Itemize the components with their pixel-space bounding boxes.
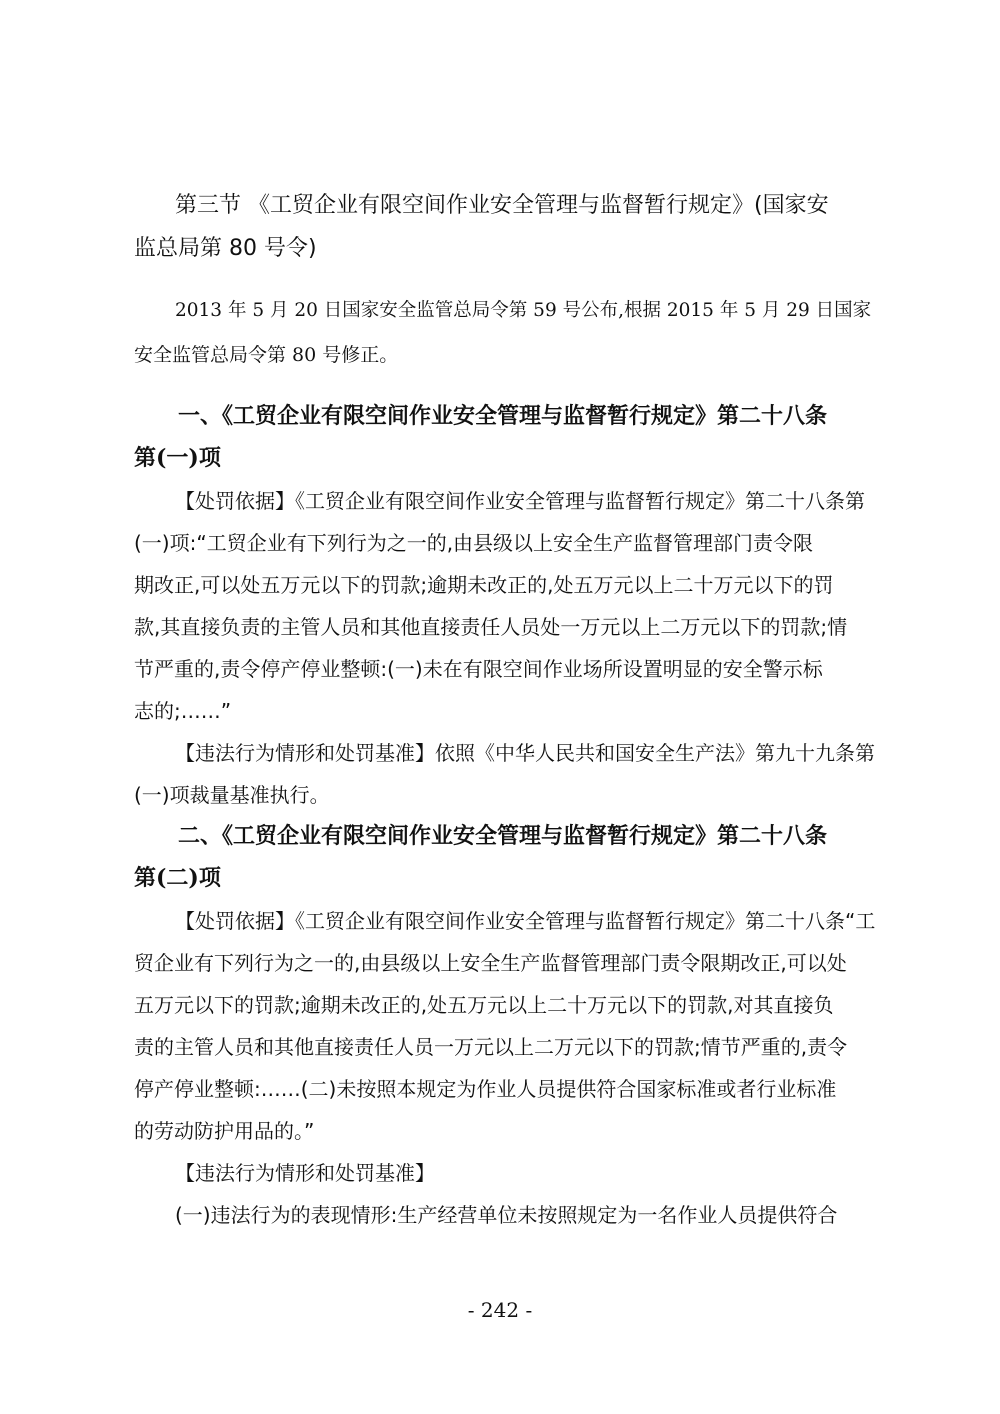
item1-standard-line: (一)项裁量基准执行。 bbox=[134, 783, 330, 807]
item1-basis-line: 【处罚依据】《工贸企业有限空间作业安全管理与监督暂行规定》第二十八条第 bbox=[175, 489, 865, 513]
item1-basis-line: 期改正,可以处五万元以下的罚款;逾期未改正的,处五万元以上二十万元以下的罚 bbox=[134, 573, 834, 597]
page-number: - 242 - bbox=[467, 1298, 533, 1322]
item1-standard-line: 【违法行为情形和处罚基准】依照《中华人民共和国安全生产法》第九十九条第 bbox=[175, 741, 875, 765]
item1-basis-line: 志的;……” bbox=[134, 699, 232, 723]
intro-line1: 2013 年 5 月 20 日国家安全监管总局令第 59 号公布,根据 2015 年 5 月 29 日国家 bbox=[175, 300, 872, 321]
item1-heading-line1: 一、《工贸企业有限空间作业安全管理与监督暂行规定》第二十八条 bbox=[178, 403, 828, 429]
item1-basis-line: (一)项:“工贸企业有下列行为之一的,由县级以上安全生产监督管理部门责令限 bbox=[134, 531, 814, 555]
item2-heading-line1: 二、《工贸企业有限空间作业安全管理与监督暂行规定》第二十八条 bbox=[178, 823, 828, 849]
item2-basis-line: 五万元以下的罚款;逾期未改正的,处五万元以上二十万元以下的罚款,对其直接负 bbox=[134, 993, 834, 1017]
section-heading-line2: 监总局第 80 号令) bbox=[134, 236, 317, 261]
item2-basis-line: 责的主管人员和其他直接责任人员一万元以上二万元以下的罚款;情节严重的,责令 bbox=[134, 1035, 848, 1059]
item2-basis-line: 贸企业有下列行为之一的,由县级以上安全生产监督管理部门责令限期改正,可以处 bbox=[134, 951, 847, 975]
item2-standard-line: (一)违法行为的表现情形:生产经营单位未按照规定为一名作业人员提供符合 bbox=[175, 1203, 838, 1227]
item2-heading-line2: 第(二)项 bbox=[134, 865, 221, 891]
section-heading-line1: 第三节 《工贸企业有限空间作业安全管理与监督暂行规定》(国家安 bbox=[175, 193, 829, 218]
item1-heading-line2: 第(一)项 bbox=[134, 445, 221, 471]
item2-standard-heading: 【违法行为情形和处罚基准】 bbox=[175, 1161, 435, 1185]
item1-basis-line: 节严重的,责令停产停业整顿:(一)未在有限空间作业场所设置明显的安全警示标 bbox=[134, 657, 823, 681]
intro-line2: 安全监管总局令第 80 号修正。 bbox=[134, 344, 399, 366]
item2-basis-line: 停产停业整顿:……(二)未按照本规定为作业人员提供符合国家标准或者行业标准 bbox=[134, 1077, 837, 1101]
item1-basis-line: 款,其直接负责的主管人员和其他直接责任人员处一万元以上二万元以下的罚款;情 bbox=[134, 615, 848, 639]
item2-basis-line: 【处罚依据】《工贸企业有限空间作业安全管理与监督暂行规定》第二十八条“工 bbox=[175, 909, 876, 933]
item2-basis-line: 的劳动防护用品的。” bbox=[134, 1119, 315, 1143]
